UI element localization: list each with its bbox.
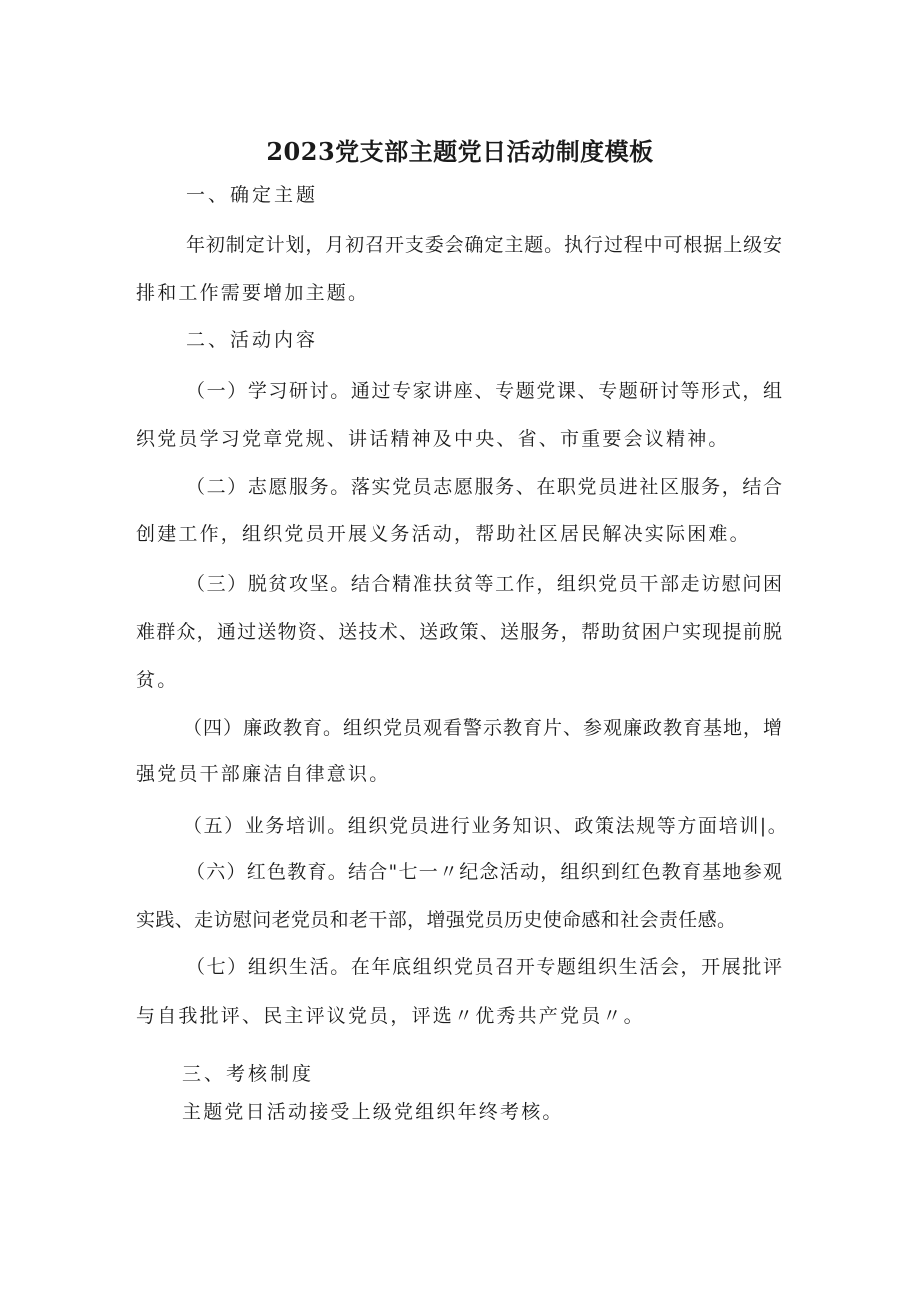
- paragraph-line: 创建工作，组织党员开展义务活动，帮助社区居民解决实际困难。: [136, 523, 751, 545]
- section-heading: 三、考核制度: [182, 1063, 315, 1085]
- paragraph-line: 织党员学习党章党规、讲话精神及中央、省、市重要会议精神。: [136, 428, 730, 450]
- paragraph-line: （五）业务培训。组织党员进行业务知识、政策法规等方面培训|。: [183, 815, 789, 837]
- paragraph-line: （二）志愿服务。落实党员志愿服务、在职党员进社区服务，结合: [186, 476, 782, 498]
- paragraph-line: 排和工作需要增加主题。: [136, 282, 370, 304]
- paragraph-line: 年初制定计划，月初召开支委会确定主题。执行过程中可根据上级安: [186, 234, 782, 256]
- section-heading: 二、活动内容: [186, 329, 319, 351]
- paragraph-line: 贫。: [136, 669, 179, 691]
- section-heading: 一、确定主题: [186, 184, 319, 206]
- paragraph-line: （三）脱贫攻坚。结合精准扶贫等工作，组织党员干部走访慰问困: [186, 573, 782, 595]
- document-title: 2023党支部主题党日活动制度模板: [266, 137, 654, 166]
- paragraph-line: 与自我批评、民主评议党员，评选〃优秀共产党员〃。: [136, 1005, 645, 1027]
- paragraph-line: （七）组织生活。在年底组织党员召开专题组织生活会，开展批评: [186, 956, 782, 978]
- paragraph-line: 主题党日活动接受上级党组织年终考核。: [182, 1101, 564, 1123]
- paragraph-line: （一）学习研讨。通过专家讲座、专题党课、专题研讨等形式，组: [186, 380, 782, 402]
- paragraph-line: （四）廉政教育。组织党员观看警示教育片、参观廉政教育基地，增: [183, 717, 782, 739]
- paragraph-line: 难群众，通过送物资、送技术、送政策、送服务，帮助贫困户实现提前脱: [136, 621, 782, 643]
- paragraph-line: （六）红色教育。结合"七一〃纪念活动，组织到红色教育基地参观: [186, 861, 782, 883]
- paragraph-line: 实践、走访慰问老党员和老干部，增强党员历史使命感和社会责任感。: [136, 909, 736, 931]
- paragraph-line: 强党员干部廉洁自律意识。: [136, 763, 391, 785]
